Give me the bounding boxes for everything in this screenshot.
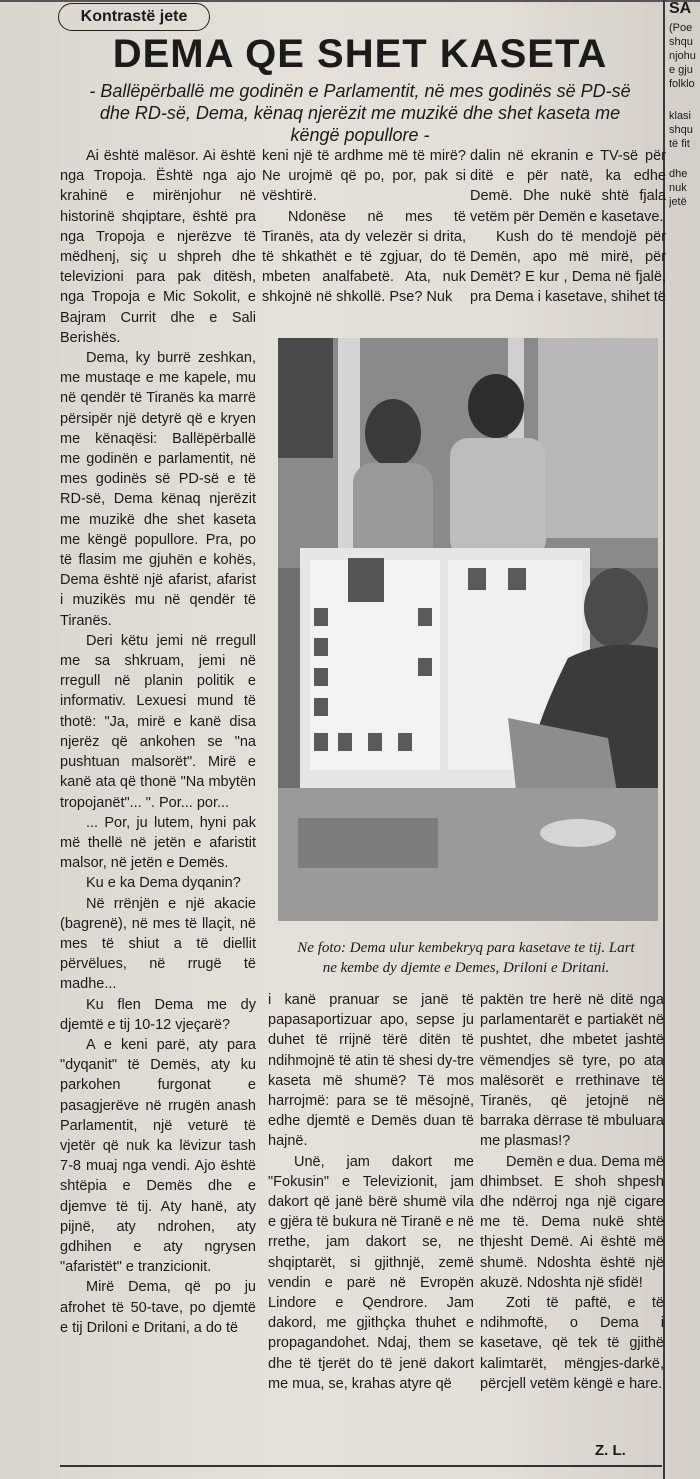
paragraph: keni një të ardhme më të mirë? Ne urojmë që po, por, pak si vështirë. [262,148,466,205]
article-column-3-top [470,146,666,308]
side-line: klasi [669,110,692,122]
paragraph: dalin në ekranin e TV-së për ditë e për natë, ka edhe Demë. Dhe nukë shtë fjala vetëm për Demën e kasetave. [470,148,666,225]
article-column-3-bottom [480,990,664,1394]
side-line: njohu [669,50,696,62]
paragraph: Ku flen Dema me dy djemtë e tij 10-12 vjeçarë? [60,996,256,1033]
article-photo [278,338,658,921]
paragraph: Demën e dua. Dema më dhimbset. E shoh shpesh dhe ndërroj nga një cigare me të. Dema nukë shtë thjesht Demë. Ai është më shumë. Ndoshta është një akuzë. Ndoshta një sfidë! [480,1153,664,1291]
article-column-2-bottom [268,990,474,1394]
paragraph: Ai është malësor. Ai është nga Tropoja. Është nga ajo krahinë e mirënjohur në historinë shqiptare, është pra nga Tropoja e njerëzve të mëdhenj, siç u shpreh dhe televizioni para pak ditësh, nga Tropoja e Mic Sokolit, e Bajram Currit dhe e Sali Berishës. [60,148,256,346]
side-line: e gju [669,64,693,76]
adjacent-article-fragment [669,0,700,209]
paragraph: Unë, jam dakort me "Fokusin" e Televizionit, jam dakort që janë bërë shumë vila e gjëra të bukura në Tiranë e në rrethe, jam dakort se, ne shqiptarët, si gjithnjë, zemë vendin e parë në Evropën Lindore e Qendrore. Jam dakord, me gjithçka thuhet e propagandohet. Ndaj, them se dhe të tjerët do të jenë dakort me mua, se, krahas atyre që [268,1153,474,1392]
lead-line: dhe RD-së, Dema, kënaq njerëzit me muzikë dhe shet kaseta me [99,103,621,123]
paragraph: Në rrënjën e një akacie (bagrenë), në mes të llaçit, në mes të shiut a të diellit përvëlues, në rrugë të madhe... [60,895,256,993]
paragraph: Deri këtu jemi në rregull me sa shkruam, jemi në rregull në planin politik e informativ. Lexuesi mund të thotë: "Ja, mirë e kanë disa njerëz që ankohen se "na pushtuan malsorët". Mirë e kanë ata që thonë "Na mbytën tropojanët"... ". Por... por... [60,632,256,811]
article-column-1 [60,146,256,1338]
section-kicker: Kontrastë jete [58,3,210,31]
paragraph: i kanë pranuar se janë të papasaportizuar apo, sepse ju duhet të rrijnë tërë ditën të ndihmojnë të atin të shesi dy-tre kaseta më shumë? Të mos harrojmë: para se të mësojnë, edhe djemtë e Demës duan të hajnë. [268,992,474,1150]
side-line: nuk [669,182,687,194]
paragraph: Dema, ky burrë zeshkan, me mustaqe e me kapele, mu në qendër të Tiranës ka marrë përsipër një detyrë që e kryen me kënaqësi: Ballëpërballë me godinën e parlamentit, në mes godinës së PD-së e të RD-së, Dema kënaq njerëzit me muzikë dhe shet kaseta me këngë popullore. Pra, po të flasim me gjuhën e kohës, Dema është një afarist, afarist i muzikës mu në qendër të Tiranës. [60,350,256,629]
headline: DEMA QE SHET KASETA [112,32,608,76]
side-line: folklo [669,78,695,90]
photo-illustration [278,338,658,921]
article-column-2-top [262,146,466,308]
paragraph: paktën tre herë në ditë nga parlamentarët e partiakët në pushtet, dhe mbetet jashtë vëmendjes së tyre, po ata malësorët e rrethinave të Tiranës, që jetojnë në barraka dërrase të mbuluara me plasmas!? [480,992,664,1150]
side-line: dhe [669,168,688,180]
side-line: shqu [669,124,693,136]
caption-line: ne kembe dy djemte e Demes, Driloni e Dritani. [322,960,610,976]
paragraph: Kush do të mendojë për Demën, apo më mirë, për Demët? E kur , Dema në fjalë, pra Dema i kasetave, shihet të [470,228,666,306]
photo-caption [270,938,662,978]
paragraph: Ndonëse në mes të Tiranës, ata dy velezër si drita, të shkathët e të zgjuar, do të mbeten analfabetë. Ata, nuk shkojnë në shkollë. Pse? Nuk [262,208,466,306]
paragraph: Ku e ka Dema dyqanin? [86,875,241,892]
lead-line: këngë popullore - [290,125,430,145]
paragraph: Mirë Dema, që po ju afrohet të 50-tave, po djemtë e tij Driloni e Dritani, a do të [60,1279,256,1336]
lead-line: - Ballëpërballë me godinën e Parlamentit, në mes godinës së PD-së [89,81,631,101]
side-heading: SA [669,0,692,17]
side-line: (Poe [669,22,693,34]
side-line: jetë [669,196,687,208]
side-line: shqu [669,36,693,48]
top-rule [0,0,700,2]
paragraph: ... Por, ju lutem, hyni pak më thellë në jetën e afaristit malsor, në jetën e Demës. [60,814,256,872]
lead-paragraph [60,80,660,146]
paragraph: A e keni parë, aty para "dyqanit" të Demës, aty ku parkohen furgonat e pasagjerëve në rrugën anash Parlamentit, një veturë të vjetër që nuk ka lëvizur tash 7-8 muaj nga vendi. Ajo është shtëpia e Demës dhe e djemve të tij. Aty hanë, aty pijnë, aty ndrohen, aty gdhihen e aty ngrysen "afaristët" e tranzicionit. [60,1036,256,1276]
author-signature: Z. L. [595,1442,626,1459]
bottom-rule [60,1465,662,1467]
caption-line: Ne foto: Dema ulur kembekryq para kasetave te tij. Lart [297,940,635,956]
side-line: të fit [669,138,690,150]
paragraph: Zoti të paftë, e të ndihmoftë, o Dema i kasetave, që tek të gjithë kalimtarët, mëngjes-darkë, përcjell vetëm këngë e hare. [480,1295,664,1392]
